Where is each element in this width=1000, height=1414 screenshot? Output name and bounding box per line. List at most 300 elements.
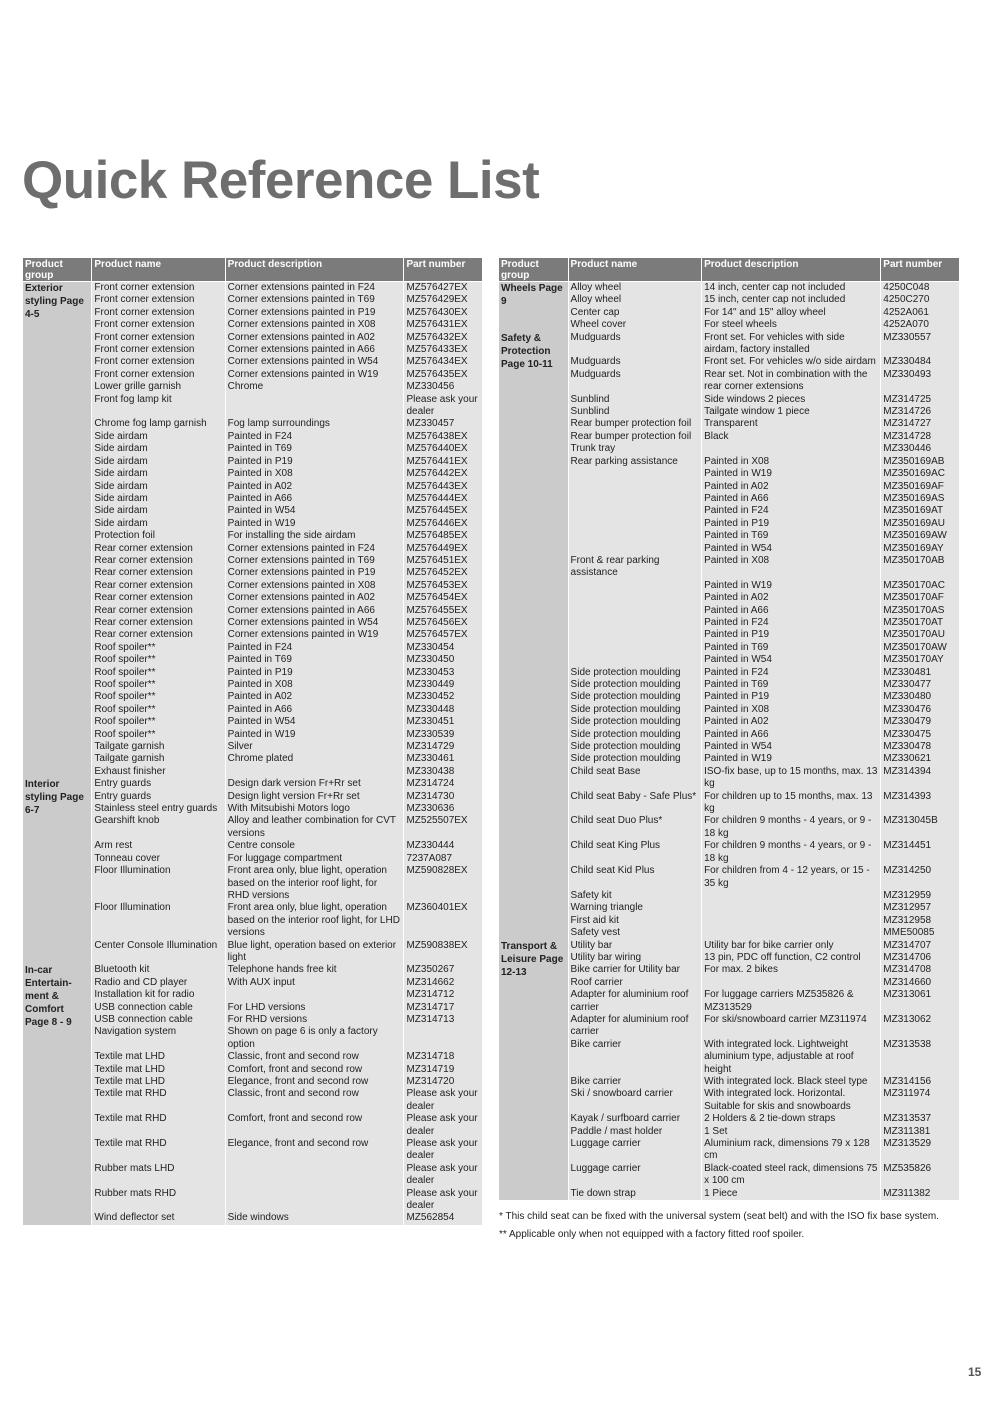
product-name-cell: Entry guards: [92, 791, 224, 803]
table-row: [499, 555, 959, 580]
table-row: [23, 443, 482, 455]
product-description-cell: Painted in A66: [702, 605, 880, 617]
table-row: [23, 481, 482, 493]
part-number-cell: MZ314712: [404, 989, 482, 1001]
product-description-cell: Painted in A02: [702, 592, 880, 604]
product-description-cell: Transparent: [702, 418, 880, 430]
part-number-cell: MZ330480: [881, 691, 959, 703]
part-number-cell: MZ576438EX: [404, 431, 482, 443]
table-row: [499, 481, 959, 493]
product-description-cell: Alloy and leather combination for CVT versions: [226, 815, 404, 840]
product-description-cell: Painted in P19: [702, 629, 880, 641]
product-name-cell: USB connection cable: [92, 1002, 224, 1014]
table-row: [23, 654, 482, 666]
part-number-cell: MZ350169AS: [881, 493, 959, 505]
table-row: [499, 319, 959, 331]
part-number-cell: MZ350169AW: [881, 530, 959, 542]
product-name-cell: Rubber mats LHD: [92, 1163, 224, 1188]
part-number-cell: MZ311382: [881, 1188, 959, 1200]
part-number-cell: MZ312957: [881, 902, 959, 914]
table-row: [23, 791, 482, 803]
product-name-cell: Side airdam: [92, 518, 224, 530]
part-number-cell: MZ350169AY: [881, 543, 959, 555]
product-name-cell: Alloy wheel: [569, 282, 702, 294]
table-row: [499, 840, 959, 865]
table-row: [23, 1113, 482, 1138]
table-row: [23, 617, 482, 629]
product-name-cell: [569, 505, 702, 517]
table-row: [23, 642, 482, 654]
product-name-cell: Safety vest: [569, 927, 702, 939]
product-description-cell: Design dark version Fr+Rr set: [226, 778, 404, 790]
part-number-cell: MZ525507EX: [404, 815, 482, 840]
part-number-cell: MZ576454EX: [404, 592, 482, 604]
product-name-cell: Side protection moulding: [569, 679, 702, 691]
part-number-cell: MZ330453: [404, 667, 482, 679]
part-number-cell: MZ314719: [404, 1064, 482, 1076]
product-name-cell: [569, 543, 702, 555]
product-description-cell: Painted in W19: [702, 753, 880, 765]
table-row: [499, 605, 959, 617]
product-description-cell: For max. 2 bikes: [702, 964, 880, 976]
product-description-cell: Painted in X08: [702, 555, 880, 580]
product-description-cell: Corner extensions painted in F24: [226, 282, 404, 294]
table-row: [499, 679, 959, 691]
product-description-cell: Painted in T69: [702, 679, 880, 691]
part-number-cell: MZ330539: [404, 729, 482, 741]
product-name-cell: Sunblind: [569, 394, 702, 406]
table-row: [499, 791, 959, 816]
product-name-cell: [569, 530, 702, 542]
part-number-cell: MZ576485EX: [404, 530, 482, 542]
product-description-cell: [702, 977, 880, 989]
product-name-cell: [569, 654, 702, 666]
part-number-cell: MZ314394: [881, 766, 959, 791]
product-name-cell: Rear corner extension: [92, 543, 224, 555]
part-number-cell: MZ576435EX: [404, 369, 482, 381]
part-number-cell: MZ576456EX: [404, 617, 482, 629]
part-number-cell: MZ312959: [881, 890, 959, 902]
table-row: [499, 580, 959, 592]
product-name-cell: Front corner extension: [92, 356, 224, 368]
part-number-cell: MZ314451: [881, 840, 959, 865]
table-row: [499, 592, 959, 604]
header-product-description: Product description: [226, 258, 404, 282]
table-row: [499, 530, 959, 542]
product-name-cell: Stainless steel entry guards: [92, 803, 224, 815]
part-number-cell: MZ330636: [404, 803, 482, 815]
product-name-cell: Child seat Base: [569, 766, 702, 791]
table-row: [23, 803, 482, 815]
product-description-cell: [226, 1188, 404, 1213]
part-number-cell: MZ314706: [881, 952, 959, 964]
right-reference-table: [498, 258, 960, 1200]
product-name-cell: Mudguards: [569, 332, 702, 357]
table-row: [499, 716, 959, 728]
part-number-cell: MZ576443EX: [404, 481, 482, 493]
table-row: [23, 977, 482, 989]
table-row: [23, 1014, 482, 1026]
table-row: [499, 307, 959, 319]
part-number-cell: MZ311974: [881, 1088, 959, 1113]
product-name-cell: Rear bumper protection foil: [569, 431, 702, 443]
table-row: [499, 890, 959, 902]
product-name-cell: Side airdam: [92, 505, 224, 517]
product-description-cell: Utility bar for bike carrier only: [702, 940, 880, 952]
part-number-cell: MZ313045B: [881, 815, 959, 840]
product-description-cell: Painted in X08: [702, 704, 880, 716]
table-row: [499, 1014, 959, 1039]
product-name-cell: [569, 605, 702, 617]
part-number-cell: MZ330461: [404, 753, 482, 765]
product-description-cell: Classic, front and second row: [226, 1051, 404, 1063]
table-row: [23, 307, 482, 319]
product-name-cell: Exhaust finisher: [92, 766, 224, 778]
table-row: [499, 505, 959, 517]
product-name-cell: Side airdam: [92, 431, 224, 443]
product-name-cell: Front corner extension: [92, 344, 224, 356]
table-row: [23, 456, 482, 468]
reference-table: [22, 258, 483, 1225]
product-description-cell: Corner extensions painted in F24: [226, 543, 404, 555]
table-row: [23, 1002, 482, 1014]
part-number-cell: MZ314708: [881, 964, 959, 976]
table-row: [23, 691, 482, 703]
product-name-cell: Rear corner extension: [92, 592, 224, 604]
product-name-cell: Roof spoiler**: [92, 729, 224, 741]
table-row: [23, 605, 482, 617]
product-name-cell: Bike carrier: [569, 1039, 702, 1076]
table-row: [499, 766, 959, 791]
table-row: [499, 356, 959, 368]
table-row: [499, 815, 959, 840]
product-name-cell: First aid kit: [569, 915, 702, 927]
product-description-cell: [702, 443, 880, 455]
product-name-cell: Front fog lamp kit: [92, 394, 224, 419]
product-description-cell: 2 Holders & 2 tie-down straps: [702, 1113, 880, 1125]
product-group-cell: Transport & Leisure Page 12-13: [499, 940, 568, 1201]
part-number-cell: MZ576445EX: [404, 505, 482, 517]
product-description-cell: For children 9 months - 4 years, or 9 - 18 kg: [702, 840, 880, 865]
table-row: [23, 964, 482, 976]
part-number-cell: MZ576432EX: [404, 332, 482, 344]
table-row: [23, 493, 482, 505]
product-description-cell: Painted in T69: [702, 530, 880, 542]
product-name-cell: Rear parking assistance: [569, 456, 702, 468]
table-row: [499, 989, 959, 1014]
product-description-cell: Corner extensions painted in X08: [226, 319, 404, 331]
product-description-cell: With Mitsubishi Motors logo: [226, 803, 404, 815]
product-name-cell: Textile mat LHD: [92, 1051, 224, 1063]
table-row: [23, 394, 482, 419]
product-name-cell: Rear corner extension: [92, 617, 224, 629]
product-description-cell: For LHD versions: [226, 1002, 404, 1014]
product-description-cell: Painted in F24: [226, 642, 404, 654]
table-row: [499, 418, 959, 430]
product-name-cell: Utility bar wiring: [569, 952, 702, 964]
part-number-cell: MZ330451: [404, 716, 482, 728]
part-number-cell: MZ576440EX: [404, 443, 482, 455]
product-description-cell: Corner extensions painted in A66: [226, 344, 404, 356]
product-description-cell: Side windows: [226, 1212, 404, 1224]
table-row: [499, 443, 959, 455]
product-name-cell: Roof spoiler**: [92, 691, 224, 703]
table-row: [23, 530, 482, 542]
table-row: [23, 567, 482, 579]
reference-table: [498, 258, 960, 1200]
product-description-cell: Painted in A02: [226, 691, 404, 703]
product-name-cell: Child seat Baby - Safe Plus*: [569, 791, 702, 816]
product-name-cell: Tailgate garnish: [92, 741, 224, 753]
part-number-cell: MZ313529: [881, 1138, 959, 1163]
part-number-cell: MZ330484: [881, 356, 959, 368]
product-description-cell: Painted in T69: [226, 654, 404, 666]
product-description-cell: Painted in A02: [702, 716, 880, 728]
product-name-cell: Roof carrier: [569, 977, 702, 989]
table-row: [23, 294, 482, 306]
product-description-cell: With AUX input: [226, 977, 404, 989]
table-row: [499, 1163, 959, 1188]
product-name-cell: Protection foil: [92, 530, 224, 542]
product-group-cell: Wheels Page 9: [499, 282, 568, 332]
table-row: [23, 629, 482, 641]
product-name-cell: Textile mat RHD: [92, 1113, 224, 1138]
footnotes: [499, 1210, 959, 1246]
table-row: [499, 667, 959, 679]
table-row: [23, 815, 482, 840]
table-row: [23, 902, 482, 939]
part-number-cell: MZ350169AC: [881, 468, 959, 480]
part-number-cell: MZ330479: [881, 716, 959, 728]
table-row: [499, 691, 959, 703]
product-name-cell: Alloy wheel: [569, 294, 702, 306]
product-description-cell: For installing the side airdam: [226, 530, 404, 542]
product-name-cell: Sunblind: [569, 406, 702, 418]
product-description-cell: With integrated lock. Horizontal. Suitable for skis and snowboards: [702, 1088, 880, 1113]
product-description-cell: Painted in A66: [702, 493, 880, 505]
product-description-cell: Side windows 2 pieces: [702, 394, 880, 406]
part-number-cell: MZ314156: [881, 1076, 959, 1088]
header-product-group: Product group: [499, 258, 568, 282]
product-name-cell: Roof spoiler**: [92, 654, 224, 666]
product-name-cell: [569, 518, 702, 530]
part-number-cell: MZ576455EX: [404, 605, 482, 617]
part-number-cell: MZ314250: [881, 865, 959, 890]
product-description-cell: For steel wheels: [702, 319, 880, 331]
part-number-cell: MZ330450: [404, 654, 482, 666]
product-name-cell: Front corner extension: [92, 294, 224, 306]
table-row: [23, 840, 482, 852]
part-number-cell: MZ350169AB: [881, 456, 959, 468]
table-row: [23, 592, 482, 604]
part-number-cell: MZ314713: [404, 1014, 482, 1026]
part-number-cell: MZ330475: [881, 729, 959, 741]
product-name-cell: Side protection moulding: [569, 741, 702, 753]
table-row: [23, 679, 482, 691]
product-name-cell: Textile mat LHD: [92, 1064, 224, 1076]
product-description-cell: Comfort, front and second row: [226, 1113, 404, 1138]
product-description-cell: Black-coated steel rack, dimensions 75 x 100 cm: [702, 1163, 880, 1188]
product-name-cell: [569, 580, 702, 592]
table-row: [499, 927, 959, 939]
product-description-cell: Painted in P19: [702, 518, 880, 530]
product-description-cell: Telephone hands free kit: [226, 964, 404, 976]
table-row: [499, 394, 959, 406]
product-name-cell: Utility bar: [569, 940, 702, 952]
product-description-cell: Painted in A02: [226, 481, 404, 493]
table-row: [23, 518, 482, 530]
product-name-cell: Mudguards: [569, 369, 702, 394]
product-name-cell: Wheel cover: [569, 319, 702, 331]
part-number-cell: MZ350170AF: [881, 592, 959, 604]
product-name-cell: Rear corner extension: [92, 555, 224, 567]
part-number-cell: MZ590838EX: [404, 940, 482, 965]
table-row: [23, 282, 482, 294]
product-name-cell: Rubber mats RHD: [92, 1188, 224, 1213]
part-number-cell: MZ350169AF: [881, 481, 959, 493]
product-name-cell: Roof spoiler**: [92, 642, 224, 654]
product-name-cell: Radio and CD player: [92, 977, 224, 989]
product-name-cell: Child seat Duo Plus*: [569, 815, 702, 840]
table-row: [23, 989, 482, 1001]
product-name-cell: Side protection moulding: [569, 716, 702, 728]
product-name-cell: Child seat Kid Plus: [569, 865, 702, 890]
part-number-cell: MZ330457: [404, 418, 482, 430]
table-row: [23, 729, 482, 741]
part-number-cell: MZ313538: [881, 1039, 959, 1076]
part-number-cell: MZ330449: [404, 679, 482, 691]
part-number-cell: MZ312958: [881, 915, 959, 927]
product-description-cell: For 14" and 15" alloy wheel: [702, 307, 880, 319]
product-description-cell: Corner extensions painted in A02: [226, 332, 404, 344]
product-name-cell: Front corner extension: [92, 307, 224, 319]
part-number-cell: MZ330438: [404, 766, 482, 778]
table-row: [499, 642, 959, 654]
part-number-cell: MZ576457EX: [404, 629, 482, 641]
header-part-number: Part number: [881, 258, 959, 282]
product-name-cell: Front corner extension: [92, 282, 224, 294]
product-description-cell: Corner extensions painted in W19: [226, 629, 404, 641]
product-description-cell: [226, 766, 404, 778]
part-number-cell: MZ314707: [881, 940, 959, 952]
part-number-cell: MZ576449EX: [404, 543, 482, 555]
product-description-cell: Corner extensions painted in T69: [226, 555, 404, 567]
part-number-cell: 4252A070: [881, 319, 959, 331]
product-name-cell: Front corner extension: [92, 332, 224, 344]
product-description-cell: Tailgate window 1 piece: [702, 406, 880, 418]
header-part-number: Part number: [404, 258, 482, 282]
table-row: [499, 964, 959, 976]
part-number-cell: 4250C270: [881, 294, 959, 306]
product-name-cell: Side protection moulding: [569, 691, 702, 703]
product-name-cell: [569, 468, 702, 480]
table-row: [499, 468, 959, 480]
table-row: [499, 741, 959, 753]
part-number-cell: MZ576444EX: [404, 493, 482, 505]
table-row: [23, 1088, 482, 1113]
product-description-cell: For RHD versions: [226, 1014, 404, 1026]
product-name-cell: Chrome fog lamp garnish: [92, 418, 224, 430]
table-row: [499, 1138, 959, 1163]
product-description-cell: Painted in P19: [702, 691, 880, 703]
product-name-cell: Textile mat RHD: [92, 1138, 224, 1163]
part-number-cell: MZ576434EX: [404, 356, 482, 368]
part-number-cell: MZ330444: [404, 840, 482, 852]
product-description-cell: Painted in P19: [226, 667, 404, 679]
part-number-cell: MZ576451EX: [404, 555, 482, 567]
part-number-cell: MZ330448: [404, 704, 482, 716]
product-description-cell: Painted in A66: [226, 493, 404, 505]
product-description-cell: Blue light, operation based on exterior light: [226, 940, 404, 965]
table-row: [23, 704, 482, 716]
product-name-cell: Side protection moulding: [569, 729, 702, 741]
product-name-cell: Roof spoiler**: [92, 704, 224, 716]
footnote-child-seat: * This child seat can be fixed with the universal system (seat belt) and with the ISO fix base system.: [499, 1211, 940, 1222]
part-number-cell: MZ350170AW: [881, 642, 959, 654]
product-description-cell: Elegance, front and second row: [226, 1076, 404, 1088]
part-number-cell: MZ314725: [881, 394, 959, 406]
product-name-cell: Bike carrier for Utility bar: [569, 964, 702, 976]
product-name-cell: Ski / snowboard carrier: [569, 1088, 702, 1113]
product-name-cell: [569, 592, 702, 604]
part-number-cell: MZ314726: [881, 406, 959, 418]
table-row: [499, 654, 959, 666]
product-description-cell: Black: [702, 431, 880, 443]
product-name-cell: Front corner extension: [92, 319, 224, 331]
product-description-cell: Corner extensions painted in A02: [226, 592, 404, 604]
part-number-cell: MZ576442EX: [404, 468, 482, 480]
product-description-cell: Painted in X08: [226, 679, 404, 691]
table-row: [23, 1051, 482, 1063]
part-number-cell: MZ576431EX: [404, 319, 482, 331]
product-name-cell: Floor Illumination: [92, 865, 224, 902]
product-description-cell: [702, 890, 880, 902]
part-number-cell: MZ330452: [404, 691, 482, 703]
product-description-cell: Front area only, blue light, operation based on the interior roof light, for RHD versions: [226, 865, 404, 902]
product-description-cell: For ski/snowboard carrier MZ311974: [702, 1014, 880, 1039]
part-number-cell: MZ350170AC: [881, 580, 959, 592]
part-number-cell: MZ576441EX: [404, 456, 482, 468]
product-description-cell: 14 inch, center cap not included: [702, 282, 880, 294]
part-number-cell: [404, 1026, 482, 1051]
product-group-cell: In-car Entertain-ment & Comfort Page 8 - 9: [23, 964, 91, 1225]
product-name-cell: Roof spoiler**: [92, 667, 224, 679]
page-title: Quick Reference List: [22, 151, 540, 210]
product-description-cell: Fog lamp surroundings: [226, 418, 404, 430]
part-number-cell: MZ576446EX: [404, 518, 482, 530]
product-description-cell: Corner extensions painted in W54: [226, 356, 404, 368]
table-row: [23, 667, 482, 679]
table-row: [23, 1188, 482, 1213]
part-number-cell: MZ350169AT: [881, 505, 959, 517]
product-description-cell: Classic, front and second row: [226, 1088, 404, 1113]
table-row: [499, 1188, 959, 1200]
product-description-cell: Painted in W19: [226, 729, 404, 741]
table-row: [23, 853, 482, 865]
part-number-cell: MZ350170AB: [881, 555, 959, 580]
table-row: [23, 356, 482, 368]
part-number-cell: MZ576427EX: [404, 282, 482, 294]
product-description-cell: Painted in F24: [702, 505, 880, 517]
product-description-cell: Corner extensions painted in T69: [226, 294, 404, 306]
part-number-cell: MZ314393: [881, 791, 959, 816]
table-row: [23, 555, 482, 567]
product-description-cell: Corner extensions painted in P19: [226, 307, 404, 319]
table-row: [499, 915, 959, 927]
product-name-cell: Adapter for aluminium roof carrier: [569, 989, 702, 1014]
product-name-cell: Roof spoiler**: [92, 679, 224, 691]
table-row: [23, 753, 482, 765]
